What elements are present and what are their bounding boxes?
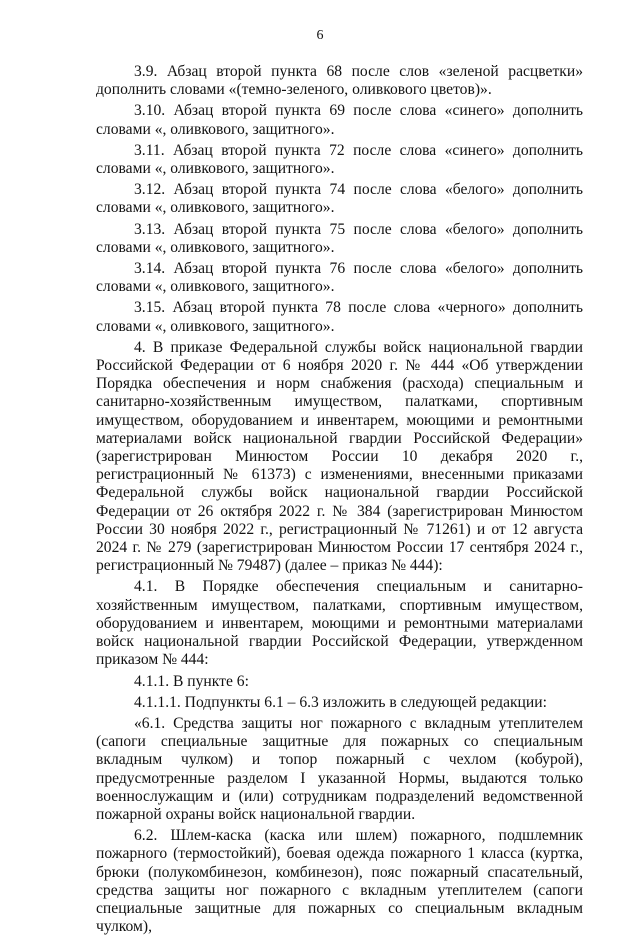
paragraph-3-15: 3.15. Абзац второй пункта 78 после слова «черного» дополнить словами «, оливкового, защитного». [96,299,583,335]
paragraph-4-1-1: 4.1.1. В пункте 6: [134,672,249,690]
paragraph-4: 4. В приказе Федеральной службы войск национальной гвардии Российской Федерации от 6 ноября 2020 г. № 444 «Об утверждении Порядка обеспечения и норм снабжения (расхода) специальным и санитарно-хозяйственным имуществом, палатками, спортивным имуществом, оборудованием и инвентарем, моющими и ремонтными материалами войск национальной гвардии Российской Федерации» (зарегистрирован Минюстом России 10 декабря 2020 г., регистрационный № 61373) с изменениями, внесенными приказами Федеральной службы войск национальной гвардии Российской Федерации от 26 октября 2022 г. № 384 (зарегистрирован Минюстом России 30 ноября 2022 г., регистрационный № 71261) и от 12 августа 2024 г. № 279 (зарегистрирован Минюстом России 17 сентября 2024 г., регистрационный № 79487) (далее – приказ № 444): [96,338,583,575]
paragraph-3-14: 3.14. Абзац второй пункта 76 после слова «белого» дополнить словами «, оливкового, защитного». [96,260,583,296]
paragraph-3-10: 3.10. Абзац второй пункта 69 после слова «синего» дополнить словами «, оливкового, защитного». [96,102,583,138]
paragraph-3-13: 3.13. Абзац второй пункта 75 после слова «белого» дополнить словами «, оливкового, защитного». [96,220,583,256]
page-number: 6 [316,28,324,43]
paragraph-4-1: 4.1. В Порядке обеспечения специальным и санитарно-хозяйственным имуществом, палатками, спортивным имуществом, оборудованием и инвентарем, моющими и ремонтными материалами войск национальной гвардии Российской Федерации, утвержденном приказом № 444: [96,578,583,669]
paragraph-6-2: 6.2. Шлем-каска (каска или шлем) пожарного, подшлемник пожарного (термостойкий), боевая одежда пожарного 1 класса (куртка, брюки (полукомбинезон, комбинезон), пояс пожарный спасательный, средства защиты ног пожарного с вкладным утеплителем (сапоги специальные защитные для пожарных со специальным вкладным чулком), [96,827,583,936]
paragraph-3-12: 3.12. Абзац второй пункта 74 после слова «белого» дополнить словами «, оливкового, защитного». [96,181,583,217]
paragraph-3-9: 3.9. Абзац второй пункта 68 после слов «зеленой расцветки» дополнить словами «(темно-зеленого, оливкового цветов)». [96,63,583,99]
paragraph-3-11: 3.11. Абзац второй пункта 72 после слова «синего» дополнить словами «, оливкового, защитного». [96,141,583,178]
paragraph-6-1: «6.1. Средства защиты ног пожарного с вкладным утеплителем (сапоги специальные защитные для пожарных со специальным вкладным чулком) и топор пожарный с чехлом (кобурой), предусмотренные разделом I указанной Нормы, выдаются только военнослужащим и (или) сотрудникам подразделений ведомственной пожарной охраны войск национальной гвардии. [96,714,583,823]
document-body [96,63,583,939]
paragraph-4-1-1-1: 4.1.1.1. Подпункты 6.1 – 6.3 изложить в следующей редакции: [134,693,547,711]
